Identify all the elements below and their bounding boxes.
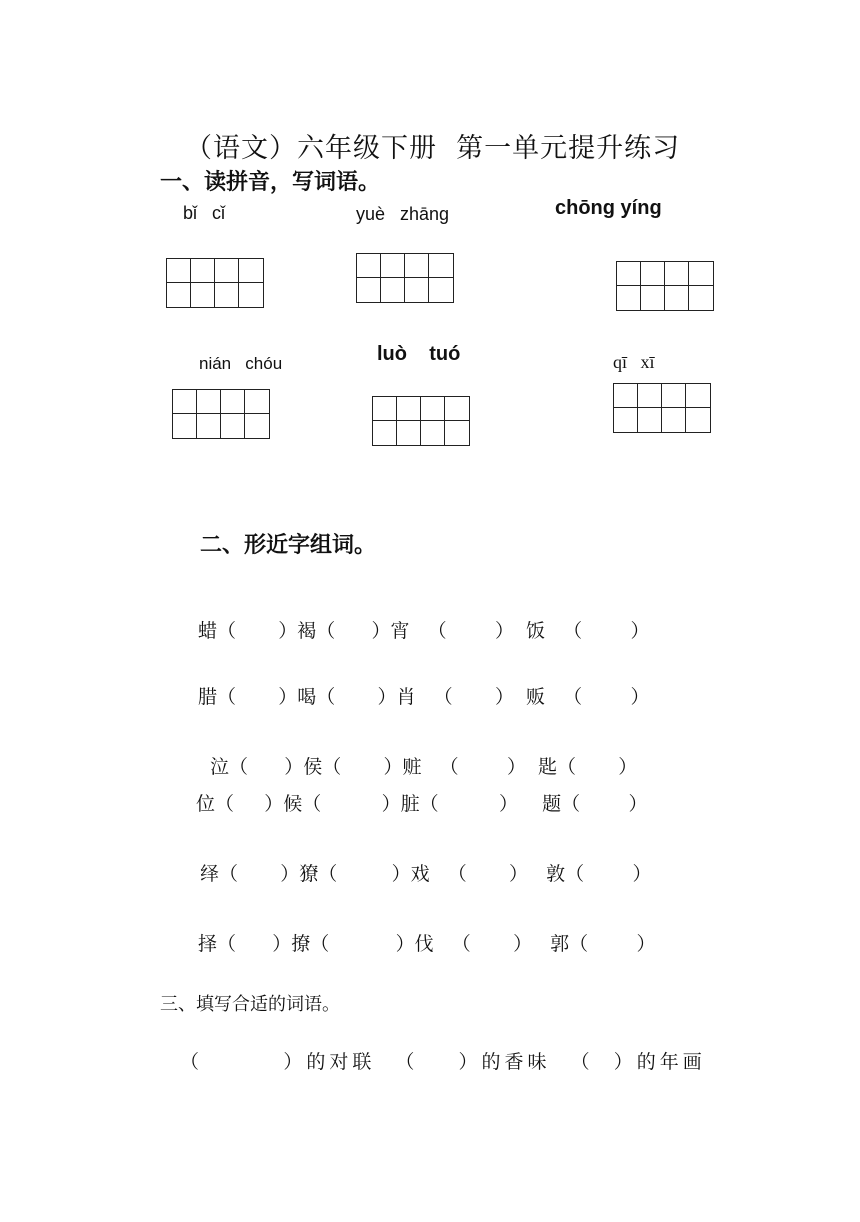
char-grid-6[interactable] [613,383,711,433]
word-row-6: 择（ ）撩（ ）伐 （ ） 郭（ ） [198,933,656,955]
word-row-1: 蜡（ ）褐（ ）宵 （ ） 饭 （ ） [198,620,650,642]
pinyin-6: qī xī [613,352,655,372]
char-grid-5[interactable] [372,396,470,446]
pinyin-3: chōng yíng [555,197,662,219]
word-row-4: 位（ ）候（ ）脏（ ） 题（ ） [196,793,648,815]
char-grid-4[interactable] [172,389,270,439]
pinyin-5: luò tuó [377,343,461,365]
pinyin-4: nián chóu [199,354,283,373]
section2-heading: 二、形近字组词。 [200,533,377,558]
word-row-2: 腊（ ）喝（ ）肖 （ ） 贩 （ ） [198,686,650,708]
word-row-3: 泣（ ）侯（ ）赃 （ ） 匙（ ） [210,756,638,778]
pinyin-1: bǐ cǐ [183,203,226,223]
char-grid-1[interactable] [166,258,264,308]
word-row-5: 绎（ ）獠（ ）戏 （ ） 敦（ ） [200,863,652,885]
page-title: （语文）六年级下册 第一单元提升练习 [185,133,681,164]
fill-in-line: （ ）的对联 （ ）的香味 （ ）的年画 [180,1051,706,1073]
section1-heading: 一、读拼音，写词语。 [160,170,381,195]
char-grid-3[interactable] [616,261,714,311]
char-grid-2[interactable] [356,253,454,303]
section3-heading: 三、填写合适的词语。 [160,994,340,1015]
pinyin-2: yuè zhāng [356,204,450,224]
